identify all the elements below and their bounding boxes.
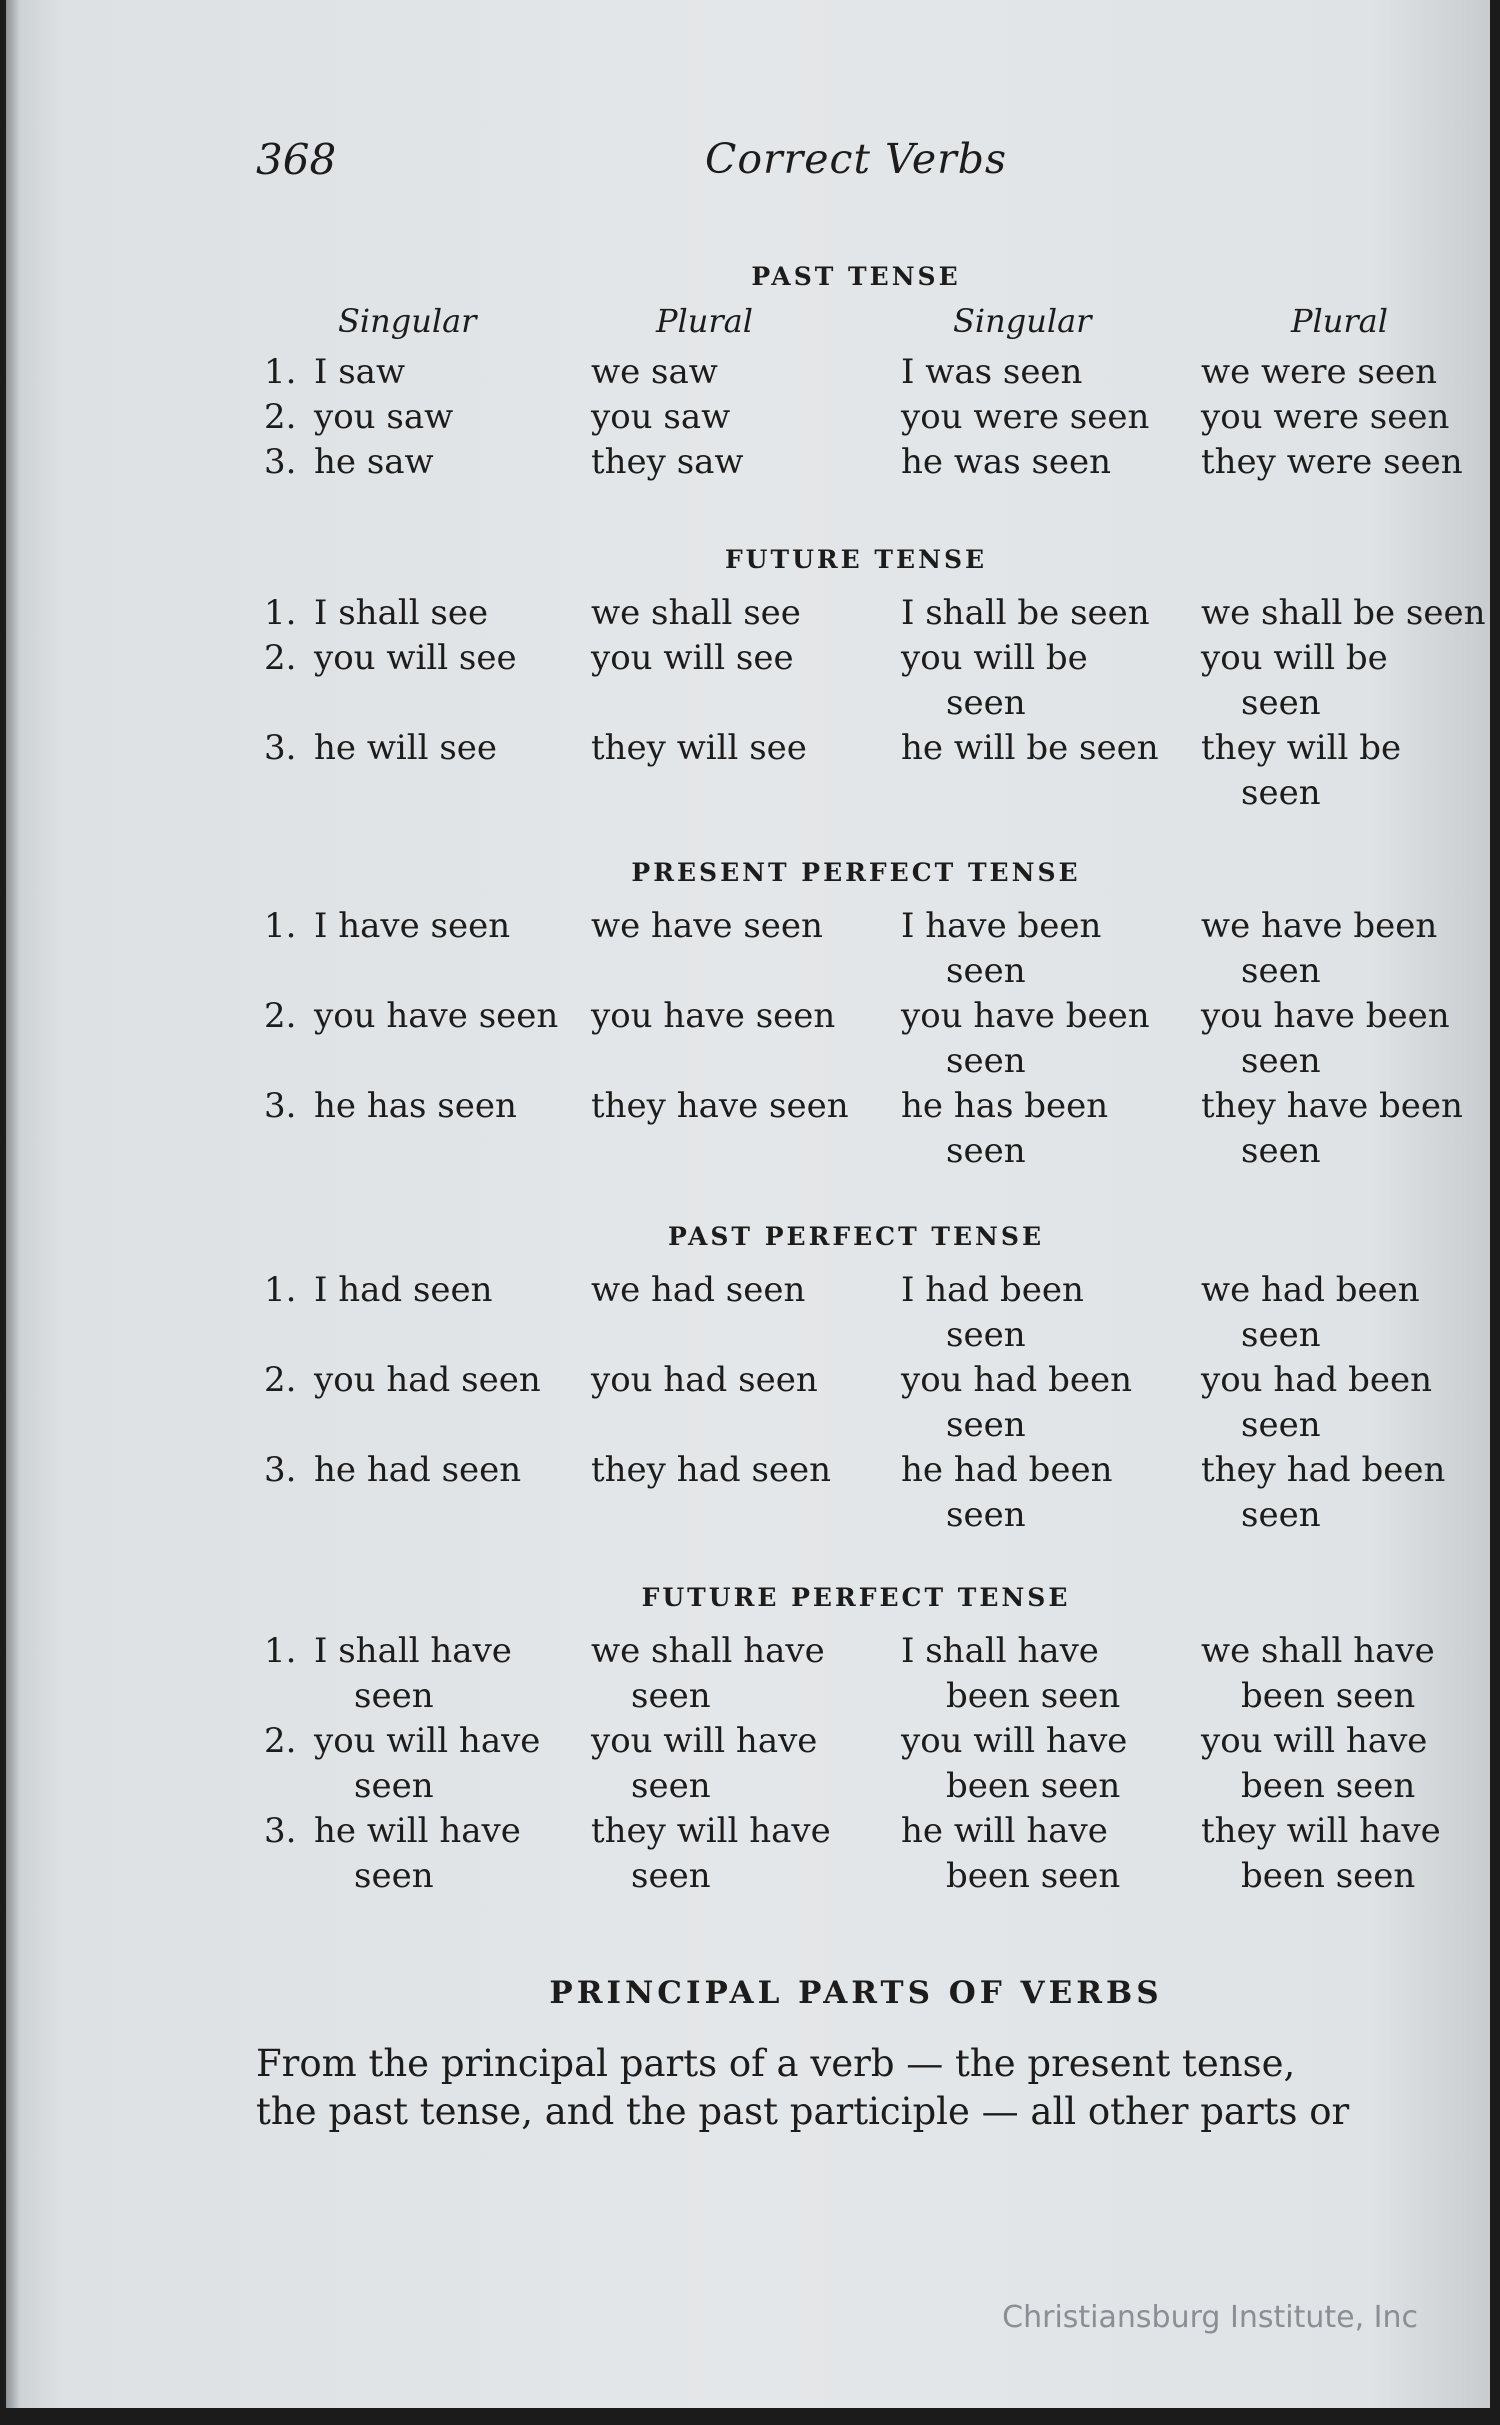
person-number: 3.	[264, 1450, 297, 1490]
conjugation-cell	[314, 440, 434, 485]
cell-line: he has been	[901, 1086, 1109, 1126]
tense-title: FUTURE PERFECT TENSE	[641, 1583, 1071, 1612]
person-number: 2.	[264, 638, 297, 678]
conjugation-cell	[1201, 1809, 1441, 1899]
person-number: 2.	[264, 397, 297, 437]
cell-line: I saw	[314, 352, 406, 392]
conjugation-cell	[591, 1719, 817, 1809]
conjugation-cell	[314, 350, 405, 395]
conjugation-cell	[901, 1084, 1108, 1174]
conjugation-cell	[591, 1268, 805, 1313]
cell-line: I had been	[901, 1270, 1084, 1310]
person-number: 1.	[264, 1270, 297, 1310]
cell-line: you have been	[901, 996, 1150, 1036]
cell-line: I have been	[901, 906, 1102, 946]
conjugation-cell	[591, 1629, 825, 1719]
cell-line: you have seen	[314, 996, 559, 1036]
cell-line: he will be seen	[901, 728, 1159, 768]
cell-line: we shall see	[591, 593, 801, 633]
cell-line: seen	[631, 1766, 711, 1806]
conjugation-cell	[1201, 726, 1401, 816]
conjugation-cell	[591, 726, 807, 771]
cell-line: seen	[1241, 1315, 1321, 1355]
cell-line: been seen	[1241, 1766, 1416, 1806]
cell-line: seen	[354, 1676, 434, 1716]
tense-section	[256, 545, 1486, 816]
cell-line: I shall have	[901, 1631, 1099, 1671]
conjugation-cell	[1201, 904, 1437, 994]
conjugation-cell	[591, 1358, 818, 1403]
cell-line: he will see	[314, 728, 498, 768]
cell-line: I have seen	[314, 906, 511, 946]
conjugation-cell	[314, 1809, 521, 1899]
cell-line: we had been	[1201, 1270, 1420, 1310]
conjugation-cell	[901, 1448, 1112, 1538]
cell-line: seen	[1241, 1495, 1321, 1535]
person-number: 1.	[264, 906, 297, 946]
conjugation-cell	[314, 994, 558, 1039]
conjugation-cell	[314, 904, 510, 949]
conjugation-row	[256, 440, 1463, 485]
conjugation-cell	[901, 440, 1111, 485]
conjugation-cell	[901, 1719, 1127, 1809]
tense-section	[256, 262, 1463, 485]
cell-line: you will have	[1201, 1721, 1428, 1761]
cell-line: he had been	[901, 1450, 1113, 1490]
conjugation-cell	[591, 1448, 831, 1493]
person-number: 3.	[264, 442, 297, 482]
cell-line: they had seen	[591, 1450, 832, 1490]
cell-line: I shall see	[314, 593, 489, 633]
cell-line: been seen	[946, 1676, 1121, 1716]
conjugation-cell	[901, 904, 1101, 994]
cell-line: been seen	[946, 1766, 1121, 1806]
cell-line: you have seen	[591, 996, 836, 1036]
conjugation-cell	[1201, 636, 1388, 726]
conjugation-cell	[314, 1719, 540, 1809]
book-page	[6, 0, 1490, 2408]
conjugation-cell	[1201, 1268, 1420, 1358]
cell-line: we were seen	[1201, 352, 1438, 392]
column-header: Plural	[656, 302, 753, 340]
conjugation-cell	[591, 395, 730, 440]
cell-line: they will be	[1201, 728, 1402, 768]
cell-line: he will have	[314, 1811, 521, 1851]
watermark: Christiansburg Institute, Inc	[1002, 2300, 1418, 2335]
tense-section	[256, 1583, 1456, 1899]
conjugation-row	[256, 1358, 1456, 1448]
cell-line: they will have	[1201, 1811, 1441, 1851]
tense-title: PAST PERFECT TENSE	[668, 1222, 1044, 1251]
conjugation-cell	[901, 1268, 1084, 1358]
conjugation-cell	[591, 350, 718, 395]
cell-line: we saw	[591, 352, 718, 392]
cell-line: he will have	[901, 1811, 1108, 1851]
cell-line: you were seen	[901, 397, 1150, 437]
conjugation-cell	[591, 591, 801, 636]
person-number: 3.	[264, 1811, 297, 1851]
conjugation-cell	[314, 1448, 521, 1493]
conjugation-cell	[314, 1358, 541, 1403]
cell-line: I shall be seen	[901, 593, 1150, 633]
person-number: 2.	[264, 996, 297, 1036]
conjugation-row	[256, 636, 1456, 726]
conjugation-row	[256, 591, 1486, 636]
cell-line: we shall have	[591, 1631, 825, 1671]
person-number: 3.	[264, 1086, 297, 1126]
conjugation-cell	[1201, 350, 1437, 395]
conjugation-cell	[591, 440, 744, 485]
conjugation-cell	[901, 350, 1082, 395]
cell-line: seen	[631, 1856, 711, 1896]
cell-line: they saw	[591, 442, 744, 482]
cell-line: you will have	[591, 1721, 818, 1761]
cell-line: seen	[354, 1856, 434, 1896]
tense-title: PAST TENSE	[751, 262, 961, 291]
paragraph-line: From the principal parts of a verb — the present tense,	[256, 2042, 1296, 2085]
cell-line: seen	[946, 1041, 1026, 1081]
conjugation-cell	[1201, 1358, 1432, 1448]
tense-title: FUTURE TENSE	[724, 545, 988, 574]
conjugation-row	[256, 395, 1456, 440]
tense-section	[256, 858, 1463, 1174]
cell-line: they were seen	[1201, 442, 1463, 482]
conjugation-cell	[1201, 395, 1449, 440]
cell-line: they have been	[1201, 1086, 1463, 1126]
page-number: 368	[256, 135, 337, 184]
cell-line: we shall have	[1201, 1631, 1435, 1671]
person-number: 3.	[264, 728, 297, 768]
cell-line: seen	[354, 1766, 434, 1806]
cell-line: you saw	[314, 397, 454, 437]
conjugation-cell	[901, 591, 1150, 636]
cell-line: seen	[1241, 683, 1321, 723]
cell-line: you had been	[901, 1360, 1133, 1400]
conjugation-cell	[591, 636, 794, 681]
cell-line: he has seen	[314, 1086, 517, 1126]
cell-line: we shall be seen	[1201, 593, 1486, 633]
person-number: 2.	[264, 1721, 297, 1761]
cell-line: you will be	[901, 638, 1088, 678]
conjugation-cell	[314, 1084, 517, 1129]
cell-line: seen	[946, 683, 1026, 723]
conjugation-row	[256, 1268, 1456, 1358]
cell-line: he saw	[314, 442, 434, 482]
cell-line: been seen	[946, 1856, 1121, 1896]
cell-line: they had been	[1201, 1450, 1446, 1490]
cell-line: we had seen	[591, 1270, 806, 1310]
page-header	[256, 135, 1456, 195]
conjugation-row	[256, 1448, 1456, 1538]
person-number: 1.	[264, 1631, 297, 1671]
conjugation-cell	[591, 1084, 849, 1129]
cell-line: you will be	[1201, 638, 1388, 678]
tense-section	[256, 1222, 1456, 1538]
cell-line: you will see	[314, 638, 517, 678]
cell-line: you had seen	[591, 1360, 818, 1400]
cell-line: they will see	[591, 728, 807, 768]
cell-line: he had seen	[314, 1450, 522, 1490]
principal-parts-heading: PRINCIPAL PARTS OF VERBS	[549, 1975, 1163, 2011]
cell-line: you will see	[591, 638, 794, 678]
conjugation-cell	[901, 1629, 1120, 1719]
column-header: Singular	[953, 302, 1092, 340]
cell-line: you had been	[1201, 1360, 1433, 1400]
conjugation-row	[256, 904, 1456, 994]
cell-line: you have been	[1201, 996, 1450, 1036]
cell-line: I shall have	[314, 1631, 512, 1671]
conjugation-cell	[1201, 591, 1485, 636]
conjugation-cell	[314, 1629, 512, 1719]
cell-line: they have seen	[591, 1086, 849, 1126]
cell-line: seen	[1241, 951, 1321, 991]
conjugation-cell	[1201, 440, 1463, 485]
cell-line: he was seen	[901, 442, 1112, 482]
conjugation-cell	[314, 636, 517, 681]
column-header: Singular	[338, 302, 477, 340]
conjugation-cell	[1201, 1719, 1427, 1809]
cell-line: you saw	[591, 397, 731, 437]
conjugation-row	[256, 1719, 1456, 1809]
cell-line: seen	[946, 1495, 1026, 1535]
cell-line: seen	[1241, 1405, 1321, 1445]
cell-line: you will have	[314, 1721, 541, 1761]
cell-line: we have been	[1201, 906, 1438, 946]
cell-line: seen	[946, 951, 1026, 991]
cell-line: seen	[946, 1315, 1026, 1355]
conjugation-row	[256, 726, 1456, 816]
cell-line: been seen	[1241, 1676, 1416, 1716]
conjugation-cell	[591, 904, 823, 949]
conjugation-cell	[1201, 1084, 1463, 1174]
conjugation-cell	[901, 994, 1150, 1084]
cell-line: you had seen	[314, 1360, 541, 1400]
conjugation-cell	[1201, 994, 1450, 1084]
conjugation-cell	[591, 1809, 831, 1899]
conjugation-cell	[901, 726, 1159, 771]
column-headers	[256, 298, 1456, 350]
cell-line: seen	[1241, 1041, 1321, 1081]
column-header: Plural	[1291, 302, 1388, 340]
cell-line: I had seen	[314, 1270, 493, 1310]
cell-line: seen	[1241, 773, 1321, 813]
cell-line: I was seen	[901, 352, 1083, 392]
conjugation-cell	[314, 1268, 493, 1313]
cell-line: seen	[946, 1405, 1026, 1445]
conjugation-cell	[314, 395, 453, 440]
conjugation-cell	[901, 1809, 1120, 1899]
conjugation-cell	[314, 591, 488, 636]
conjugation-cell	[591, 994, 835, 1039]
principal-parts-paragraph	[256, 2040, 1456, 2136]
conjugation-cell	[314, 726, 497, 771]
cell-line: they will have	[591, 1811, 831, 1851]
conjugation-cell	[901, 1358, 1132, 1448]
person-number: 1.	[264, 593, 297, 633]
cell-line: seen	[1241, 1131, 1321, 1171]
conjugation-cell	[901, 395, 1149, 440]
cell-line: seen	[946, 1131, 1026, 1171]
cell-line: we have seen	[591, 906, 823, 946]
conjugation-cell	[901, 636, 1088, 726]
conjugation-row	[256, 1629, 1456, 1719]
conjugation-row	[256, 350, 1456, 395]
conjugation-cell	[1201, 1629, 1435, 1719]
conjugation-cell	[1201, 1448, 1445, 1538]
cell-line: you were seen	[1201, 397, 1450, 437]
paragraph-line: the past tense, and the past participle — all other parts or	[256, 2090, 1350, 2133]
person-number: 1.	[264, 352, 297, 392]
running-title: Correct Verbs	[705, 135, 1007, 183]
tense-title: PRESENT PERFECT TENSE	[631, 858, 1081, 887]
conjugation-row	[256, 1084, 1463, 1174]
cell-line: you will have	[901, 1721, 1128, 1761]
person-number: 2.	[264, 1360, 297, 1400]
conjugation-row	[256, 994, 1456, 1084]
cell-line: seen	[631, 1676, 711, 1716]
conjugation-row	[256, 1809, 1456, 1899]
cell-line: been seen	[1241, 1856, 1416, 1896]
